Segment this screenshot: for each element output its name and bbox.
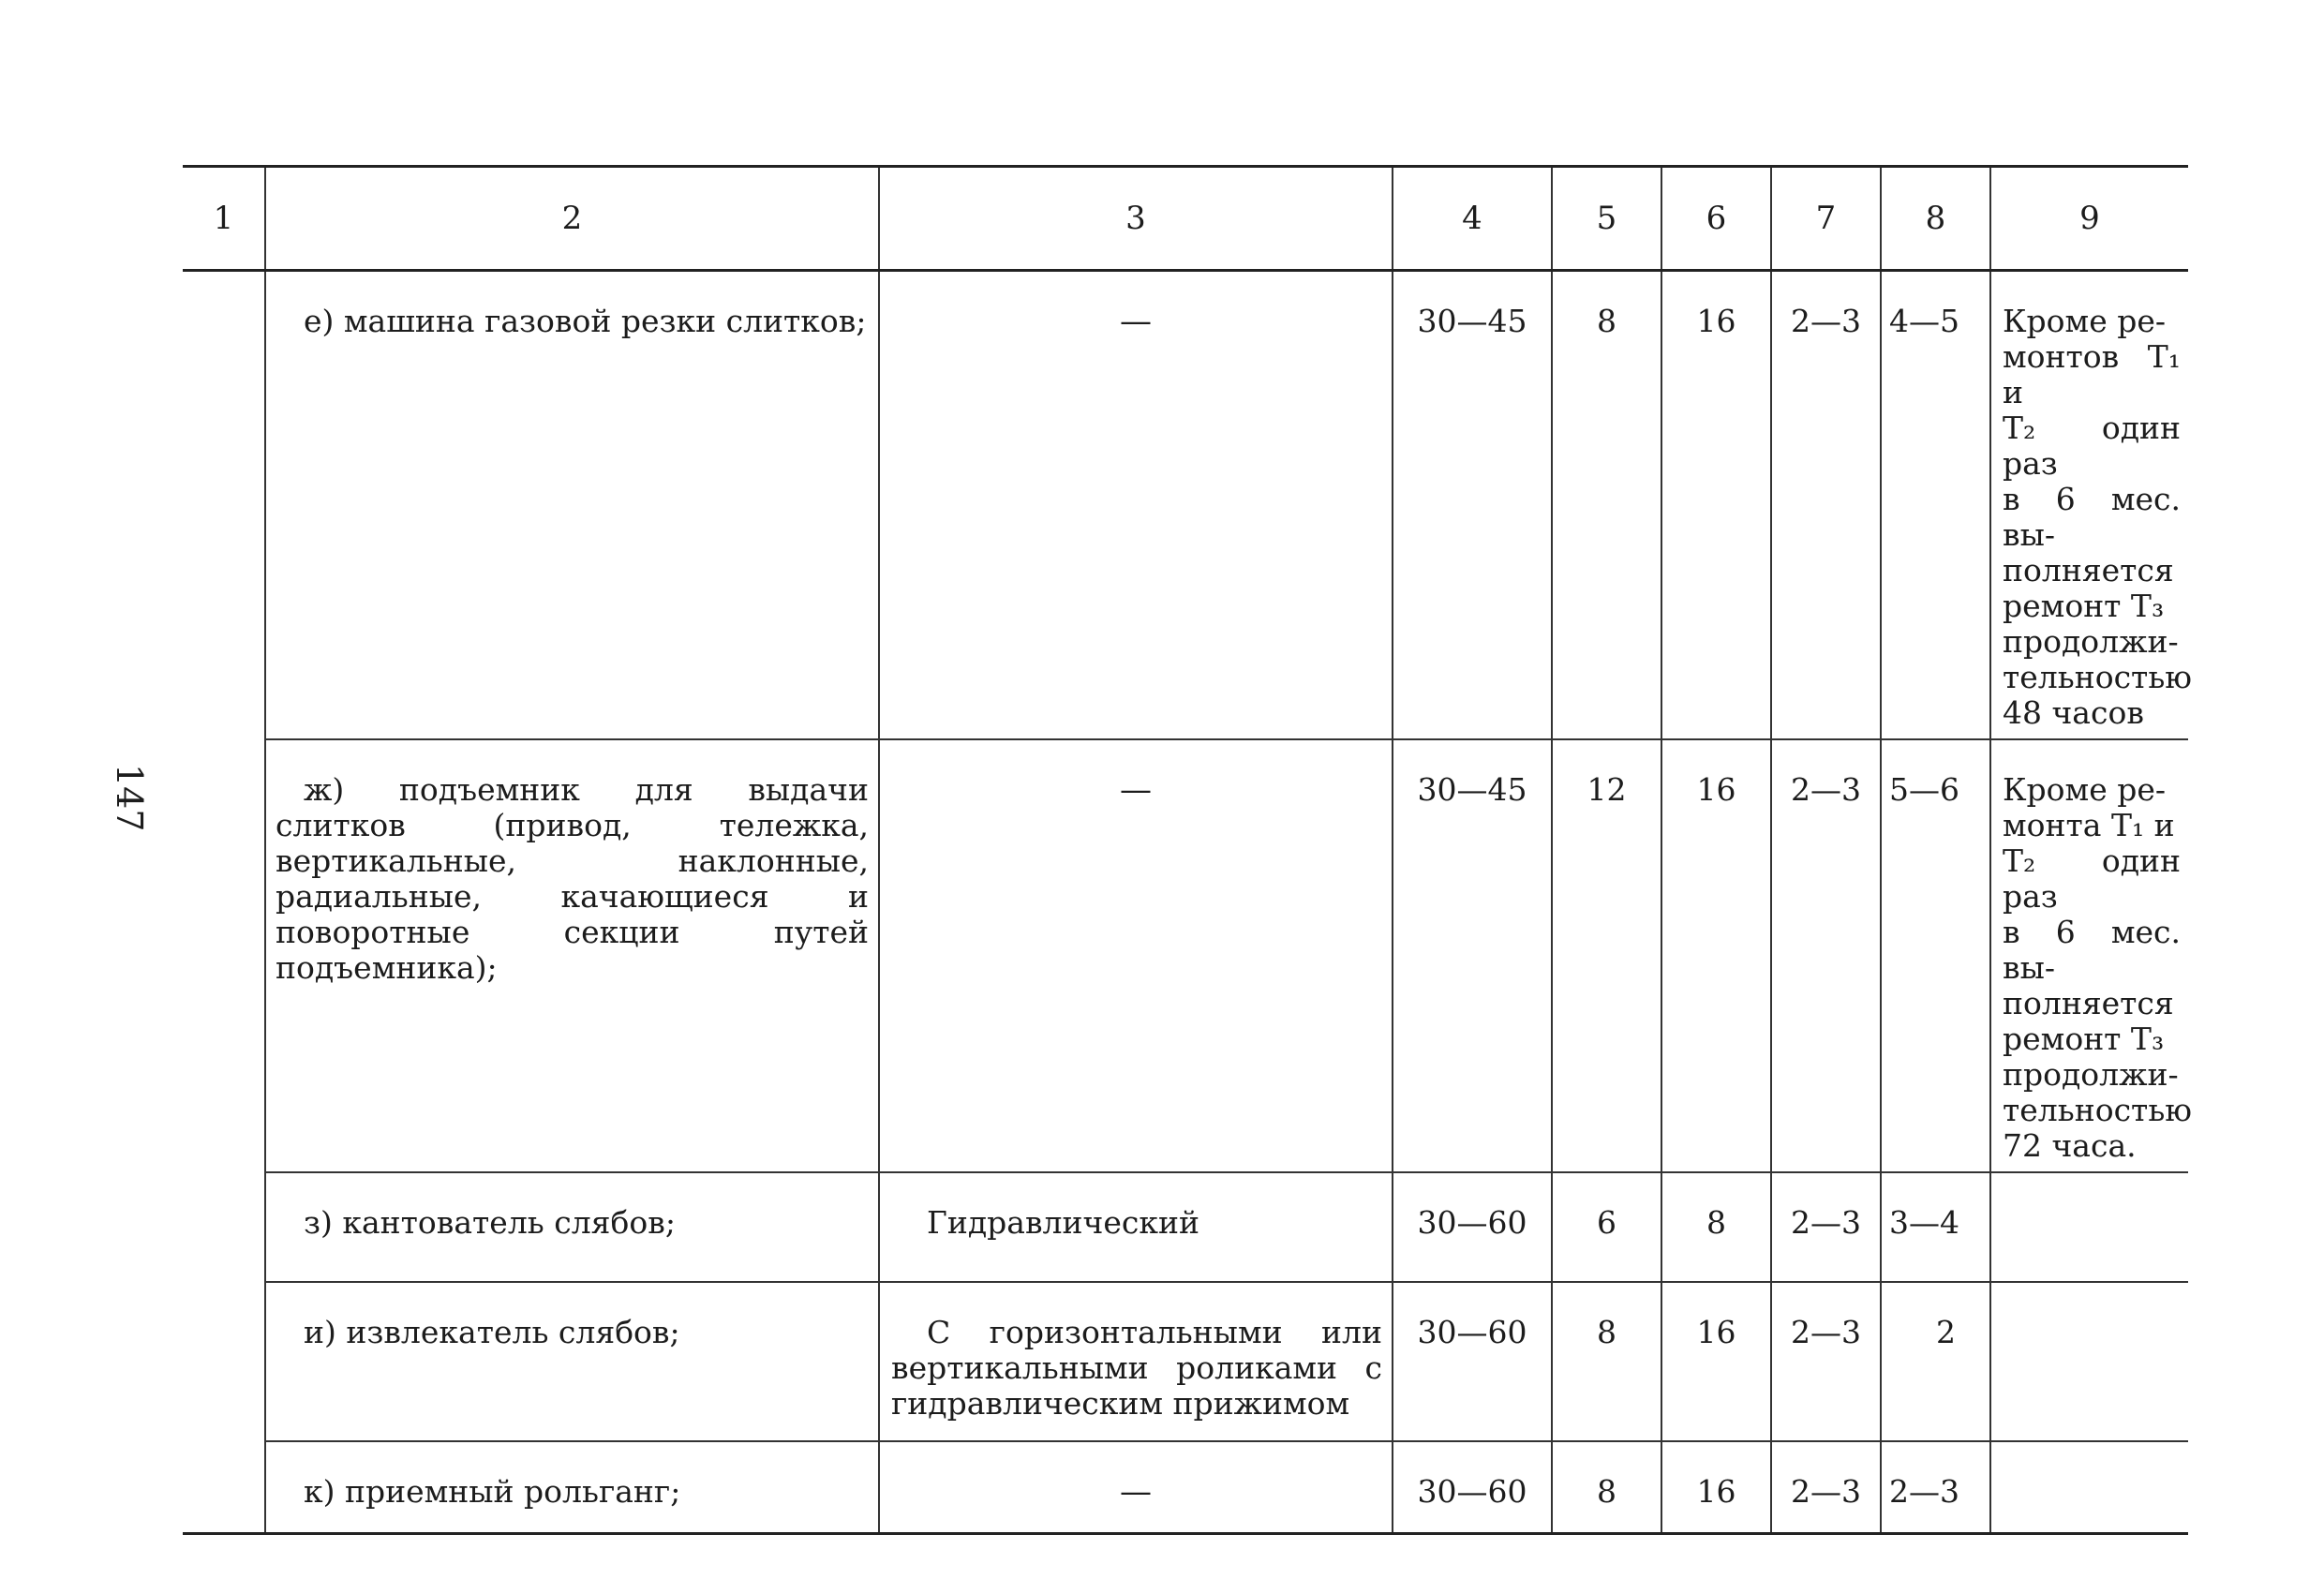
col6-cell: 8 xyxy=(1661,1172,1771,1282)
header-col-7: 7 xyxy=(1771,167,1881,271)
header-col-1: 1 xyxy=(183,167,265,271)
equipment-type: — xyxy=(1120,303,1152,340)
table-row xyxy=(183,739,2188,1172)
header-col-3: 3 xyxy=(879,167,1393,271)
col7-cell: 2—3 xyxy=(1771,1441,1881,1533)
col4-cell: 30—45 xyxy=(1393,271,1552,740)
col8-cell: 3—4 xyxy=(1881,1172,1990,1282)
equipment-name: к) приемный рольганг; xyxy=(304,1473,681,1510)
row-number-cell xyxy=(183,271,265,740)
table-row xyxy=(183,1172,2188,1282)
col6-cell: 16 xyxy=(1661,271,1771,740)
col8-cell: 5—6 xyxy=(1881,739,1990,1172)
col8-cell: 2—3 xyxy=(1881,1441,1990,1533)
col6-cell: 16 xyxy=(1661,739,1771,1172)
equipment-name-cell xyxy=(265,739,879,1172)
equipment-type: — xyxy=(1120,1473,1152,1511)
equipment-type-cell xyxy=(879,739,1393,1172)
note-cell xyxy=(1990,1441,2188,1533)
header-col-4: 4 xyxy=(1393,167,1552,271)
col7-cell: 2—3 xyxy=(1771,1172,1881,1282)
equipment-name: з) кантователь слябов; xyxy=(304,1204,676,1241)
col4-cell: 30—60 xyxy=(1393,1282,1552,1441)
note-text: Кроме ре- монта Т₁ и Т₂ один раз в 6 мес. вы- полняется ремонт Т₃ продолжи- тельностью 72 часа. xyxy=(2003,771,2193,1164)
col4-cell: 30—60 xyxy=(1393,1172,1552,1282)
col5-cell: 8 xyxy=(1552,1282,1661,1441)
row-number-cell xyxy=(183,739,265,1172)
equipment-type: Гидравлический xyxy=(927,1204,1199,1241)
equipment-type: — xyxy=(1120,771,1152,809)
equipment-name: е) машина газовой резки слитков; xyxy=(304,303,867,339)
equipment-name: и) извлекатель слябов; xyxy=(304,1314,680,1350)
col6-cell: 16 xyxy=(1661,1282,1771,1441)
equipment-type: С горизонтальными или вертикальными роликами с гидравлическим прижимом xyxy=(891,1314,1382,1422)
note-cell xyxy=(1990,1172,2188,1282)
table-row xyxy=(183,271,2188,740)
row-number-cell xyxy=(183,1282,265,1441)
col5-cell: 6 xyxy=(1552,1172,1661,1282)
equipment-type-cell xyxy=(879,271,1393,740)
equipment-name-cell xyxy=(265,1282,879,1441)
col7-cell: 2—3 xyxy=(1771,271,1881,740)
equipment-name: ж) подъемник для выдачи слитков (привод, тележка, вертикальные, наклонные, радиальные, качающиеся и поворотные секции путей подъемника); xyxy=(276,771,869,986)
equipment-name-cell xyxy=(265,271,879,740)
col4-cell: 30—60 xyxy=(1393,1441,1552,1533)
equipment-type-cell xyxy=(879,1441,1393,1533)
row-number-cell xyxy=(183,1172,265,1282)
note-cell xyxy=(1990,1282,2188,1441)
col5-cell: 12 xyxy=(1552,739,1661,1172)
page-number: 147 xyxy=(109,764,150,832)
row-number-cell xyxy=(183,1441,265,1533)
header-col-6: 6 xyxy=(1661,167,1771,271)
note-cell xyxy=(1990,739,2193,1172)
equipment-name-cell xyxy=(265,1441,879,1533)
header-col-5: 5 xyxy=(1552,167,1661,271)
table-row xyxy=(183,1441,2188,1533)
table-row xyxy=(183,1282,2188,1441)
col6-cell: 16 xyxy=(1661,1441,1771,1533)
col8-cell: 2 xyxy=(1881,1282,1990,1441)
header-col-2: 2 xyxy=(265,167,879,271)
equipment-name-cell xyxy=(265,1172,879,1282)
col7-cell: 2—3 xyxy=(1771,739,1881,1172)
equipment-type-cell xyxy=(879,1172,1393,1282)
note-text: Кроме ре- монтов Т₁ и Т₂ один раз в 6 мес. вы- полняется ремонт Т₃ продолжи- тельностью 48 часов xyxy=(2003,303,2193,731)
col4-cell: 30—45 xyxy=(1393,739,1552,1172)
note-cell xyxy=(1990,271,2193,740)
col5-cell: 8 xyxy=(1552,271,1661,740)
header-col-8: 8 xyxy=(1881,167,1990,271)
header-row xyxy=(183,167,2188,271)
col7-cell: 2—3 xyxy=(1771,1282,1881,1441)
equipment-type-cell xyxy=(879,1282,1393,1441)
header-col-9: 9 xyxy=(1990,167,2188,271)
col5-cell: 8 xyxy=(1552,1441,1661,1533)
col8-cell: 4—5 xyxy=(1881,271,1990,740)
maintenance-table xyxy=(183,165,2193,1535)
